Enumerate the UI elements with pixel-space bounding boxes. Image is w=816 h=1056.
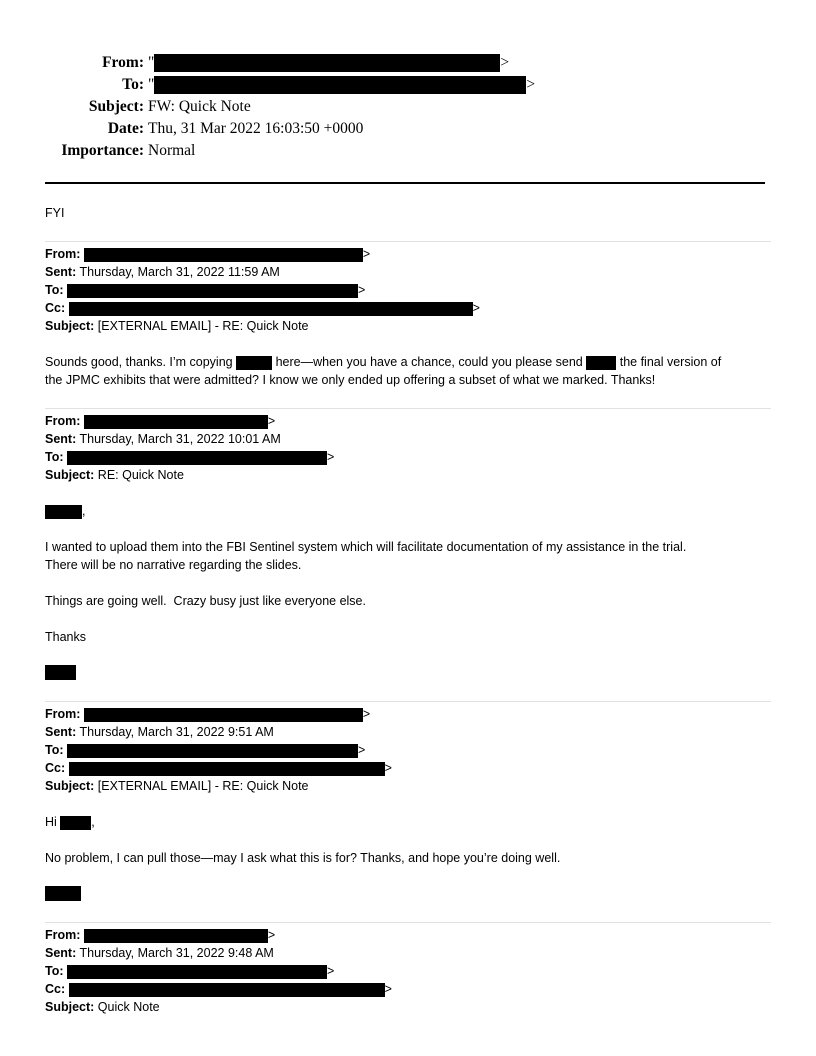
message-1-from-row: From: > <box>45 247 371 261</box>
message-3-sent-row: Sent: Thursday, March 31, 2022 9:51 AM <box>45 725 274 739</box>
header-to-row <box>0 74 816 96</box>
redaction-block <box>60 816 91 830</box>
message-4-sent-row: Sent: Thursday, March 31, 2022 9:48 AM <box>45 946 274 960</box>
header-subject-label: Subject: <box>88 98 144 115</box>
message-2-subject-row: Subject: RE: Quick Note <box>45 468 184 482</box>
message-separator <box>45 408 771 409</box>
redaction-block <box>586 356 616 370</box>
redaction-block <box>84 248 363 262</box>
message-2-to-row: To: > <box>45 450 335 464</box>
redaction-block <box>45 886 81 901</box>
header-date-row <box>0 118 816 140</box>
redaction-block <box>84 415 268 429</box>
redaction-block <box>236 356 272 370</box>
redaction-block <box>69 983 385 997</box>
header-importance-row <box>0 140 816 162</box>
message-3-greeting: Hi , <box>45 815 95 829</box>
message-1-sent-row: Sent: Thursday, March 31, 2022 11:59 AM <box>45 265 280 279</box>
redaction-block <box>84 708 363 722</box>
redaction-block <box>154 76 526 94</box>
message-3-from-row: From: > <box>45 707 371 721</box>
message-3-body: No problem, I can pull those—may I ask what this is for? Thanks, and hope you’re doing well. <box>45 851 561 865</box>
header-subject-value: FW: Quick Note <box>148 98 251 115</box>
redaction-block <box>45 505 82 519</box>
redaction-block <box>67 744 358 758</box>
message-4-cc-row: Cc: > <box>45 982 392 996</box>
message-separator <box>45 922 771 923</box>
message-2-from-row: From: > <box>45 414 276 428</box>
redaction-block <box>84 929 268 943</box>
redaction-block <box>67 451 327 465</box>
message-2-body-para-2: Things are going well. Crazy busy just like everyone else. <box>45 594 366 608</box>
redaction-block <box>67 284 358 298</box>
message-2-body-line-1: I wanted to upload them into the FBI Sentinel system which will facilitate documentation of my assistance in the trial. <box>45 540 687 554</box>
header-importance-value: Normal <box>148 142 196 159</box>
redaction-block <box>69 302 473 316</box>
header-divider <box>45 182 765 184</box>
header-from-label: From: <box>102 54 144 71</box>
message-2-greeting: , <box>45 502 85 520</box>
redaction-block <box>45 665 76 680</box>
header-date-label: Date: <box>107 120 144 137</box>
message-1-to-row: To: > <box>45 283 366 297</box>
redaction-block <box>67 965 327 979</box>
message-4-from-row: From: > <box>45 928 276 942</box>
message-3-to-row: To: > <box>45 743 366 757</box>
message-4-to-row: To: > <box>45 964 335 978</box>
message-3-cc-row: Cc: > <box>45 761 392 775</box>
header-subject-row <box>0 96 816 118</box>
message-4-subject-row: Subject: Quick Note <box>45 1000 160 1014</box>
header-from-row <box>0 52 816 74</box>
header-date-value: Thu, 31 Mar 2022 16:03:50 +0000 <box>148 120 364 137</box>
message-1-subject-row: Subject: [EXTERNAL EMAIL] - RE: Quick Note <box>45 319 309 333</box>
header-to-value: " > <box>148 76 536 93</box>
message-1-body-line-2: the JPMC exhibits that were admitted? I know we only ended up offering a subset of what we marked. Thanks! <box>45 373 656 387</box>
intro-text: FYI <box>45 206 65 220</box>
redaction-block <box>69 762 385 776</box>
message-2-body-thanks: Thanks <box>45 630 86 644</box>
header-importance-label: Importance: <box>61 142 144 159</box>
header-to-label: To: <box>122 76 144 93</box>
message-separator <box>45 241 771 242</box>
message-2-body-line-2: There will be no narrative regarding the slides. <box>45 558 302 572</box>
message-3-subject-row: Subject: [EXTERNAL EMAIL] - RE: Quick Note <box>45 779 309 793</box>
message-2-sent-row: Sent: Thursday, March 31, 2022 10:01 AM <box>45 432 281 446</box>
header-from-value: " > <box>148 54 510 71</box>
message-1-body-line-1: Sounds good, thanks. I’m copying here—when you have a chance, could you please send the final version of <box>45 355 722 369</box>
message-1-cc-row: Cc: > <box>45 301 480 315</box>
redaction-block <box>154 54 500 72</box>
message-separator <box>45 701 771 702</box>
